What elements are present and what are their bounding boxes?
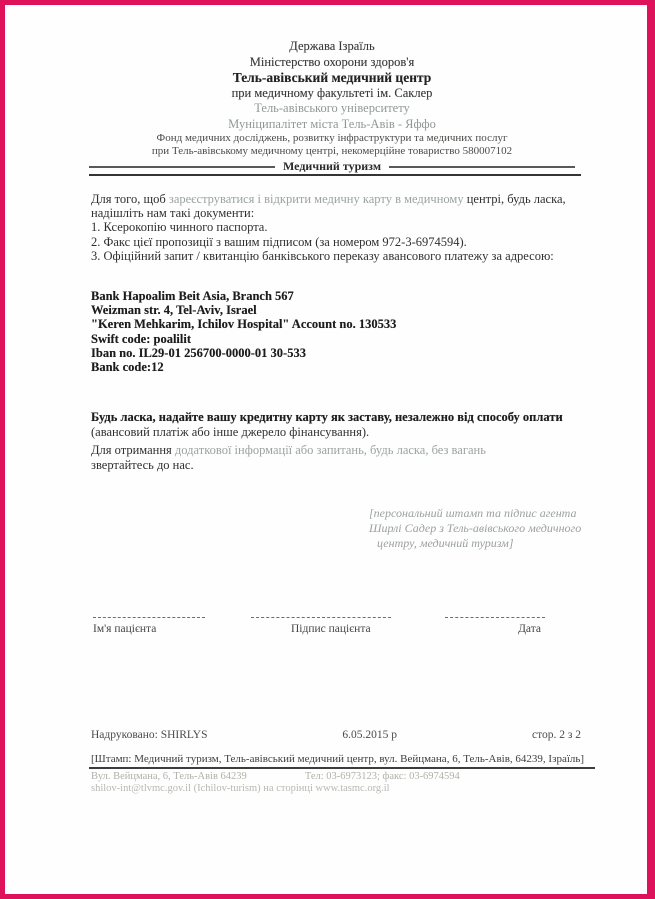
left-rule — [89, 166, 275, 168]
agent-note-line3: центру, медичний туризм] — [377, 536, 514, 550]
agent-stamp-note — [369, 506, 581, 551]
notice-line3 — [91, 443, 581, 458]
letterhead-university: Тель-авівського університету — [254, 101, 410, 115]
intro-item1: 1. Ксерокопію чинного паспорта. — [91, 220, 268, 235]
print-date: 6.05.2015 р — [342, 729, 398, 741]
agent-note-line2: Ширлі Садер з Тель-авівського медичного — [369, 521, 582, 535]
right-rule — [389, 166, 575, 168]
signature-sign-line[interactable] — [251, 617, 391, 618]
signature-name-label: Ім'я пацієнта — [93, 623, 157, 635]
department-heading: Медичний туризм — [283, 159, 381, 173]
signature-date-line[interactable] — [445, 617, 545, 618]
agent-note-line1: [персональний штамп та підпис агента — [369, 506, 577, 520]
footer-divider — [89, 767, 595, 769]
header-divider — [89, 174, 581, 176]
notice-line3-faded: додаткової інформації або запитань, будь ласка, без вагань — [174, 443, 486, 457]
notice-bold-line: Будь ласка, надайте вашу кредитну карту як заставу, незалежно від способу оплати — [91, 410, 563, 424]
signature-area — [89, 617, 581, 663]
bank-account: "Keren Mehkarim, Ichilov Hospital" Account no. 130533 — [91, 317, 397, 332]
intro-line1-faded: зареєструватися і відкрити медичну карту в медичному — [168, 192, 464, 206]
footer-street-address: Вул. Вейцмана, 6, Тель-Авів 64239 — [91, 771, 247, 782]
intro-item3: 3. Офіційний запит / квитанцію банківського переказу авансового платежу за адресою: — [91, 248, 554, 263]
letterhead-center-name: Тель-авівський медичний центр — [232, 70, 432, 85]
bank-code: Bank code:12 — [91, 360, 164, 375]
footer-phones: Тел: 03-6973123; факс: 03-6974594 — [304, 771, 460, 782]
letterhead-fund-line2: при Тель-авівському медичному центрі, некомерційне товариство 580007102 — [151, 144, 513, 157]
letterhead-faculty: при медичному факультеті ім. Саклер — [231, 85, 433, 100]
department-heading-row — [89, 159, 575, 174]
footer-address-row — [91, 771, 460, 782]
intro-line2: надішліть нам такі документи: — [91, 206, 255, 221]
bank-name: Bank Hapoalim Beit Asia, Branch 567 — [91, 289, 294, 303]
notice-line3-start: Для отримання — [91, 443, 172, 457]
stamp-description: [Штамп: Медичний туризм, Тель-авівський медичний центр, вул. Вейцмана, 6, Тель-Авів, 64239, Ізраїль] — [91, 753, 585, 765]
notice-line4: звертайтесь до нас. — [91, 457, 194, 472]
notice-line2: (авансовий платіж або інше джерело фінансування). — [91, 424, 370, 439]
signature-date-field — [445, 617, 545, 635]
letterhead-municipality: Муніципалітет міста Тель-Авів - Яффо — [228, 116, 436, 131]
letterhead-fund-line1: Фонд медичних досліджень, розвитку інфраструктури та медичних послуг — [156, 132, 508, 144]
bank-iban: Iban no. IL29-01 256700-0000-01 30-533 — [91, 345, 306, 360]
footer-email-line: shilov-int@tlvmc.gov.il (Ichilov-turism) на сторінці www.tasmc.org.il — [91, 783, 390, 794]
intro-line1 — [91, 192, 581, 206]
signature-sign-field — [251, 617, 391, 635]
intro-line1-start: Для того, щоб — [91, 192, 166, 206]
bank-address: Weizman str. 4, Tel-Aviv, Israel — [91, 303, 257, 318]
intro-paragraph — [91, 192, 581, 263]
signature-name-field — [93, 617, 205, 635]
letterhead — [89, 39, 575, 174]
bank-details-block — [91, 289, 396, 374]
bank-swift: Swift code: poalilit — [91, 331, 191, 346]
intro-item2: 2. Факс цієї пропозиції з вашим підписом (за номером 972-3-6974594). — [91, 234, 467, 249]
print-info-row — [91, 729, 581, 741]
page-number: стор. 2 з 2 — [531, 729, 581, 741]
intro-line1-end: центрі, будь ласка, — [466, 192, 566, 206]
signature-sign-label: Підпис пацієнта — [291, 623, 371, 635]
signature-date-label: Дата — [518, 623, 541, 635]
signature-name-line[interactable] — [93, 617, 205, 618]
letterhead-ministry: Міністерство охорони здоров'я — [249, 54, 415, 69]
credit-card-notice — [91, 410, 581, 472]
printed-by: Надруковано: SHIRLYS — [91, 729, 208, 741]
letterhead-country: Держава Ізраїль — [289, 39, 375, 53]
